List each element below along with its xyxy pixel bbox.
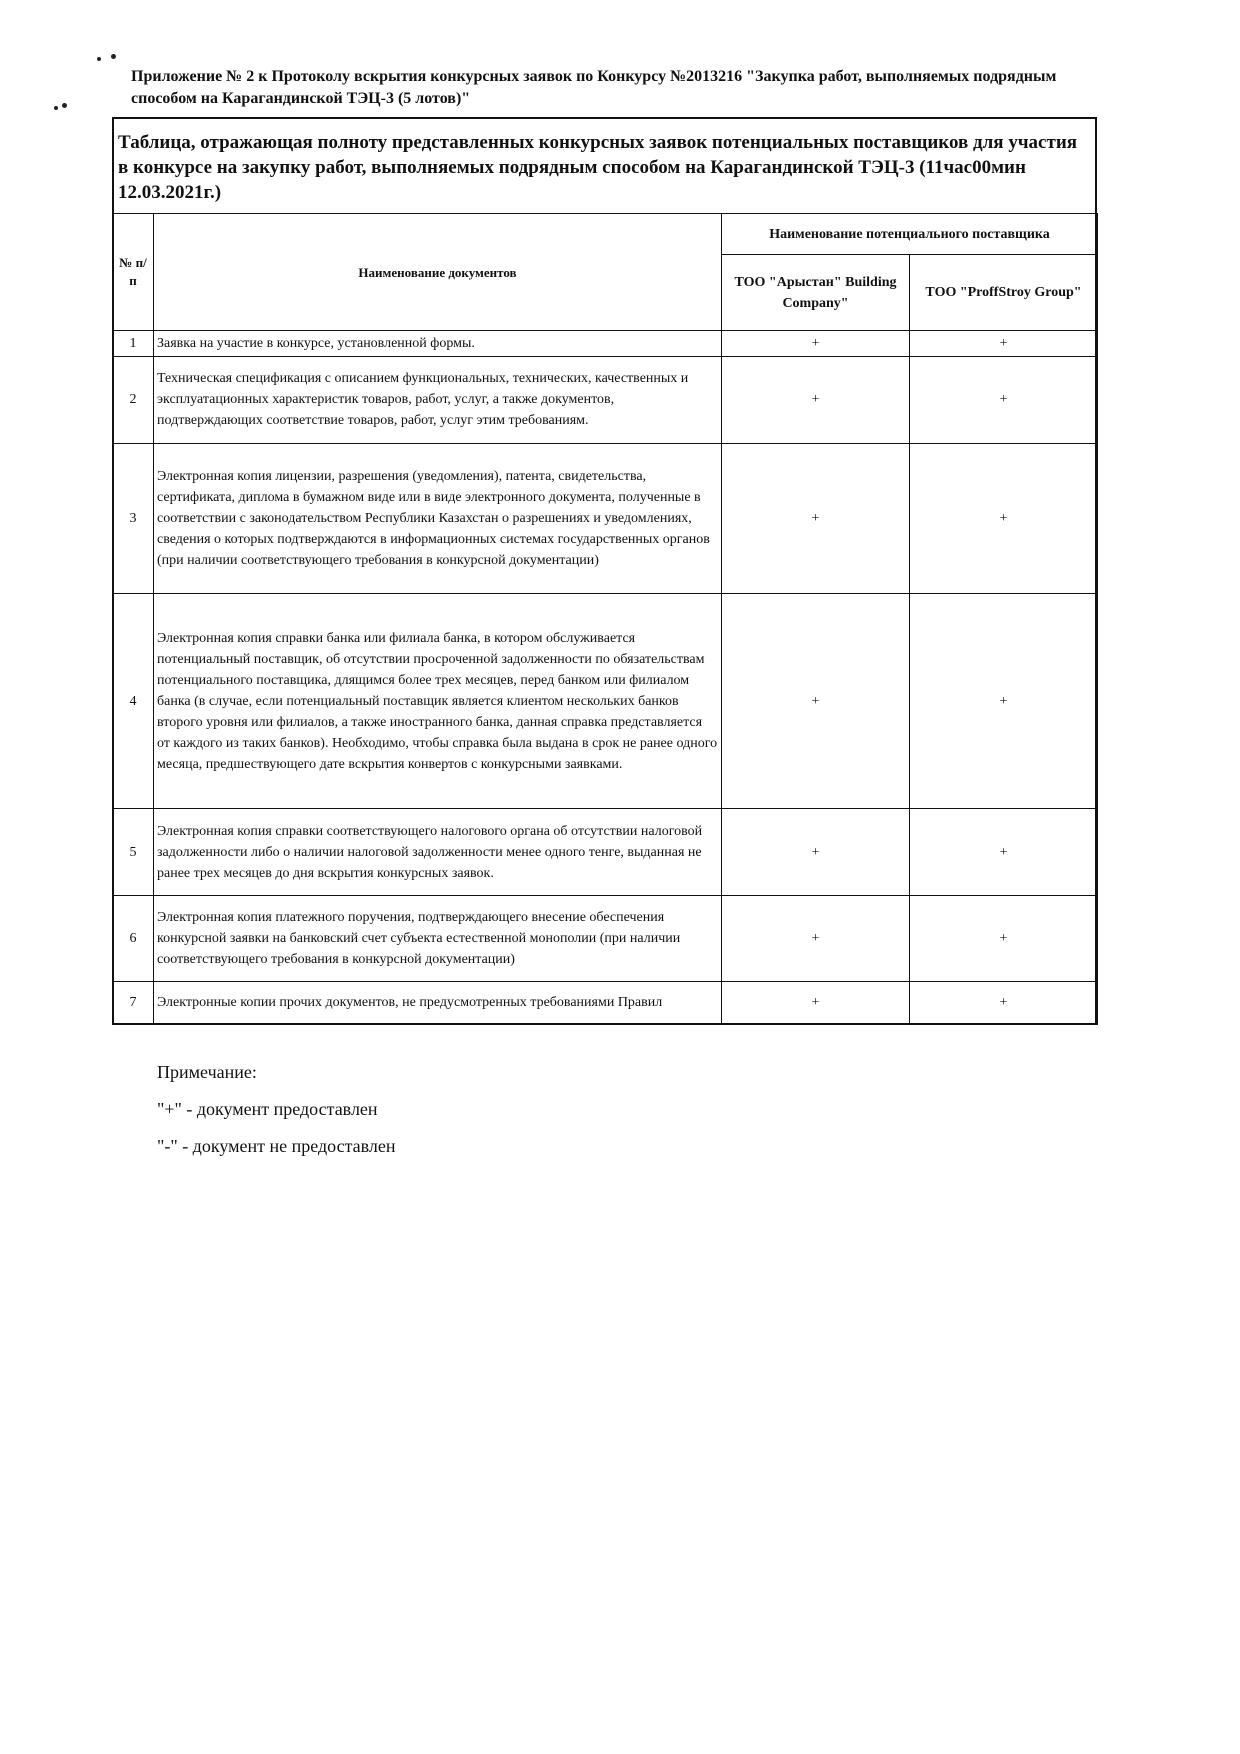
- note-minus: "-" - документ не предоставлен: [157, 1136, 396, 1156]
- row-number: 2: [113, 357, 154, 443]
- note-plus: "+" - документ предоставлен: [157, 1099, 378, 1119]
- table-row: [113, 331, 1098, 357]
- supplier-mark: +: [910, 331, 1098, 357]
- supplier-mark: +: [722, 331, 910, 357]
- supplier-mark: +: [722, 357, 910, 443]
- supplier-name: ТОО "Арыстан" Building Company": [722, 255, 910, 331]
- column-header-number: № п/п: [113, 214, 154, 331]
- supplier-mark: +: [722, 895, 910, 981]
- notes-title: Примечание:: [157, 1062, 257, 1082]
- document-name: Техническая спецификация с описанием функциональных, технических, качественных и эксплуатационных характеристик товаров, работ, услуг, а также документов, подтверждающих соответствие товаров, работ, услуг этим требованиям.: [154, 357, 722, 443]
- row-number: 3: [113, 443, 154, 593]
- row-number: 6: [113, 895, 154, 981]
- document-name: Электронная копия справки банка или филиала банка, в котором обслуживается потенциальный поставщик, об отсутствии просроченной задолженности по обязательствам потенциального поставщика, длящимся более трех месяцев, перед банком или филиалом банка (в случае, если потенциальный поставщик является клиентом нескольких банков второго уровня или филиалов, а также иностранного банка, данная справка представляется от каждого из таких банков). Необходимо, чтобы справка была выдана в срок не ранее одного месяца, предшествующего дате вскрытия конвертов с конкурсными заявками.: [154, 593, 722, 809]
- row-number: 5: [113, 809, 154, 895]
- table-row: [113, 443, 1098, 593]
- table-row: [113, 895, 1098, 981]
- supplier-name: ТОО "ProffStroy Group": [910, 255, 1098, 331]
- row-number: 1: [113, 331, 154, 357]
- table-row: [113, 593, 1098, 809]
- supplier-mark: +: [910, 443, 1098, 593]
- table-caption: Таблица, отражающая полноту представленных конкурсных заявок потенциальных поставщиков для участия в конкурсе на закупку работ, выполняемых подрядным способом на Карагандинской ТЭЦ-3 (11час00мин 12.03.2021г.): [118, 132, 1078, 203]
- notes-block: [157, 1054, 396, 1165]
- supplier-mark: +: [722, 443, 910, 593]
- supplier-mark: +: [910, 593, 1098, 809]
- document-name: Электронные копии прочих документов, не предусмотренных требованиями Правил: [154, 981, 722, 1024]
- document-name: Электронная копия лицензии, разрешения (уведомления), патента, свидетельства, сертификата, диплома в бумажном виде или в виде электронного документа, полученные в соответствии с законодательством Республики Казахстан о разрешениях и уведомлениях, сведения о которых подтверждаются в информационных системах государственных органов (при наличии соответствующего требования в конкурсной документации): [154, 443, 722, 593]
- table-row: [113, 809, 1098, 895]
- table-row: [113, 981, 1098, 1024]
- supplier-mark: +: [722, 593, 910, 809]
- scan-speck: [111, 54, 116, 59]
- supplier-mark: +: [910, 895, 1098, 981]
- table-row: [113, 357, 1098, 443]
- document-name: Электронная копия справки соответствующего налогового органа об отсутствии налоговой задолженности либо о наличии налоговой задолженности менее одного тенге, выданная не ранее трех месяцев до дня вскрытия конкурсных заявок.: [154, 809, 722, 895]
- supplier-mark: +: [722, 981, 910, 1024]
- documents-table: [112, 213, 1098, 1025]
- document-name: Заявка на участие в конкурсе, установленной формы.: [154, 331, 722, 357]
- supplier-mark: +: [910, 809, 1098, 895]
- scan-speck: [62, 103, 67, 108]
- supplier-mark: +: [910, 981, 1098, 1024]
- supplier-mark: +: [910, 357, 1098, 443]
- scan-speck: [97, 57, 101, 61]
- row-number: 7: [113, 981, 154, 1024]
- scan-speck: [54, 106, 58, 110]
- document-name: Электронная копия платежного поручения, подтверждающего внесение обеспечения конкурсной заявки на банковский счет субъекта естественной монополии (при наличии соответствующего требования в конкурсной документации): [154, 895, 722, 981]
- row-number: 4: [113, 593, 154, 809]
- supplier-mark: +: [722, 809, 910, 895]
- column-header-documents: Наименование документов: [154, 214, 722, 331]
- appendix-heading: Приложение № 2 к Протоколу вскрытия конкурсных заявок по Конкурсу №2013216 "Закупка работ, выполняемых подрядным способом на Карагандинской ТЭЦ-3 (5 лотов)": [131, 68, 1057, 107]
- column-header-suppliers: Наименование потенциального поставщика: [722, 214, 1098, 255]
- table-header-row: [113, 214, 1098, 255]
